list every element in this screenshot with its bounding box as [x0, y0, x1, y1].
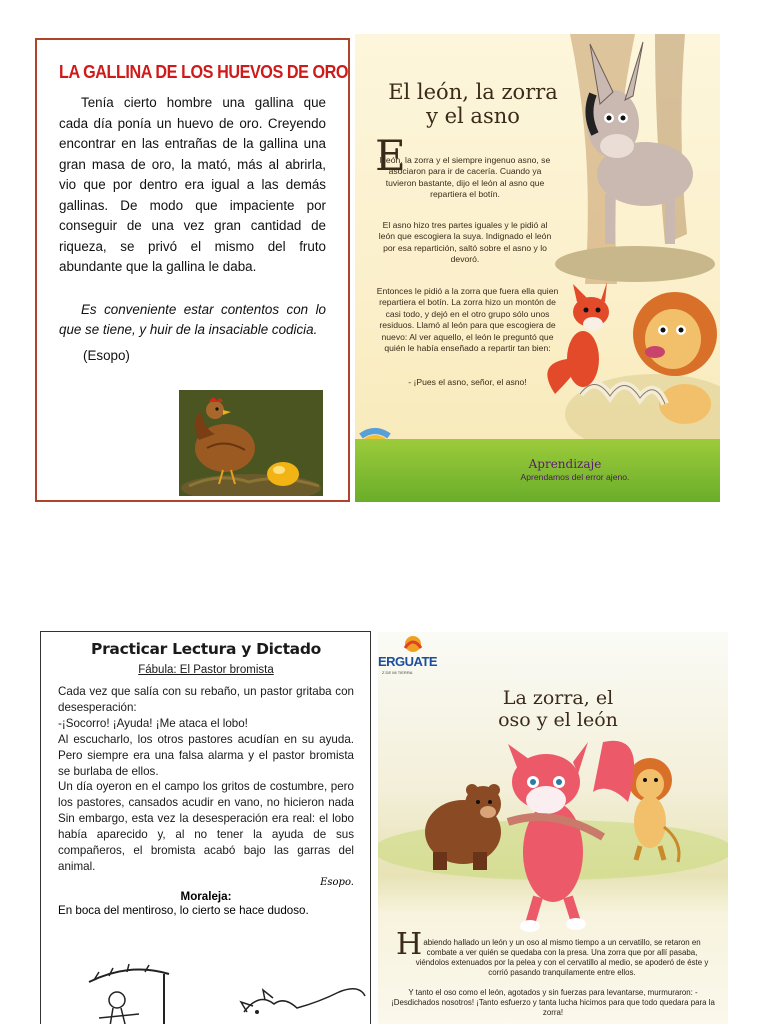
shepherd-wolf-drawing: [69, 962, 369, 1024]
title-line-2: y el asno: [426, 104, 520, 128]
story-text: [58, 684, 354, 875]
worksheet-subtitle: Fábula: El Pastor bromista: [138, 664, 274, 676]
story-title: [438, 687, 678, 731]
story-paragraph-2: Y tanto el oso como el león, agotados y sin fuerzas para levantarse, murmuraron: -¡Desdichados nosotros! ¡Tanto esfuerzo y tanta lucha hicimos para que todo quedara para la zorra!: [391, 988, 715, 1017]
story-author: Esopo.: [320, 876, 354, 888]
brand-logo-text: ERGUATE: [378, 654, 438, 669]
fable-title: LA GALLINA DE LOS HUEVOS DE ORO: [59, 62, 349, 82]
drop-cap: H: [396, 927, 423, 962]
title-line-1: El león, la zorra: [388, 80, 558, 104]
title-line-2: oso y el león: [498, 709, 618, 731]
fable-author: (Esopo): [83, 347, 130, 363]
story-line: Cada vez que salía con su rebaño, un pastor gritaba con desesperación:: [58, 685, 354, 714]
story-paragraph-1: l león, la zorra y el siempre ingenuo asno, se asociaron para ir de cacería. Cuando ya tuvieron bastante, dijo el león al asno que repartiera el botín.: [379, 155, 551, 200]
fable-gallina-card: [35, 38, 350, 502]
worksheet-title: Practicar Lectura y Dictado: [91, 640, 321, 658]
fable-body: Tenía cierto hombre una gallina que cada día ponía un huevo de oro. Creyendo encontrar en las entrañas de la gallina una gran masa de oro, la mató, más al abrirla, vio que por dentro era igual a las demás gallinas. De modo que impaciente por conseguir de una vez gran cantidad de riqueza, se privó el mismo del fruto abundante que la gallina le daba.: [59, 95, 326, 274]
moral-text: En boca del mentiroso, lo cierto se hace dudoso.: [58, 903, 309, 917]
story-title: [363, 80, 583, 128]
drop-cap: E: [375, 131, 406, 180]
story-paragraph-4: - ¡Pues el asno, señor, el asno!: [408, 377, 527, 387]
footer-title: Aprendizaje: [528, 457, 602, 471]
brand-tagline: Z DE MI TIERRA: [382, 670, 413, 675]
story-paragraph-1: abiendo hallado un león y un oso al mismo tiempo a un cervatillo, se retaron en combate a ver quién se quedaba con la presa. Una zorra que por allí pasaba, viéndolos extenuados por la pelea y con el cervatillo al medio, se apoderó de éste y corrió pasando tranquilamente entre ellos.: [415, 938, 709, 977]
story-paragraph-2: El asno hizo tres partes iguales y le pidió al león que escogiera la suya. Indignado el león por esa repartición, saltó sobre el asno y lo devoró.: [378, 220, 552, 265]
fable-leon-zorra-asno-card: [355, 34, 720, 502]
story-line: Un día oyeron en el campo los gritos de costumbre, pero los pastores, cansados acudir en vano, no hicieron nada Sin embargo, esta vez la desesperación era real: el lobo había aparecido y, al no tener la ayuda de sus compañeros, el bromista acabó bajo las garras del animal.: [58, 780, 354, 873]
story-line: Al escucharlo, los otros pastores acudían en su ayuda. Pero siempre era una falsa alarma y el pastor bromista se burlaba de ellos.: [58, 732, 354, 778]
story-line: -¡Socorro! ¡Ayuda! ¡Me ataca el lobo!: [58, 716, 248, 730]
footer-subtitle: Aprendamos del error ajeno.: [520, 472, 630, 482]
moral-heading: Moraleja:: [180, 889, 232, 903]
title-line-1: La zorra, el: [502, 687, 614, 709]
fable-pastor-worksheet: [40, 631, 371, 1024]
story-paragraph-3: Entonces le pidió a la zorra que fuera ella quien repartiera el botín. La zorra hizo un montón de casi todo, y dejó en el otro grupo sólo unos residuos. Llamó al león para que escogiera de nuevo: Al ver aquello, el león le preguntó que quién le había enseñado a repartir tan bien:: [376, 286, 559, 354]
fable-zorra-oso-leon-card: [378, 632, 728, 1024]
hen-illustration: [179, 390, 323, 496]
fable-moral: Es conveniente estar contentos con lo que se tiene, y huir de la insaciable codicia.: [59, 301, 326, 337]
